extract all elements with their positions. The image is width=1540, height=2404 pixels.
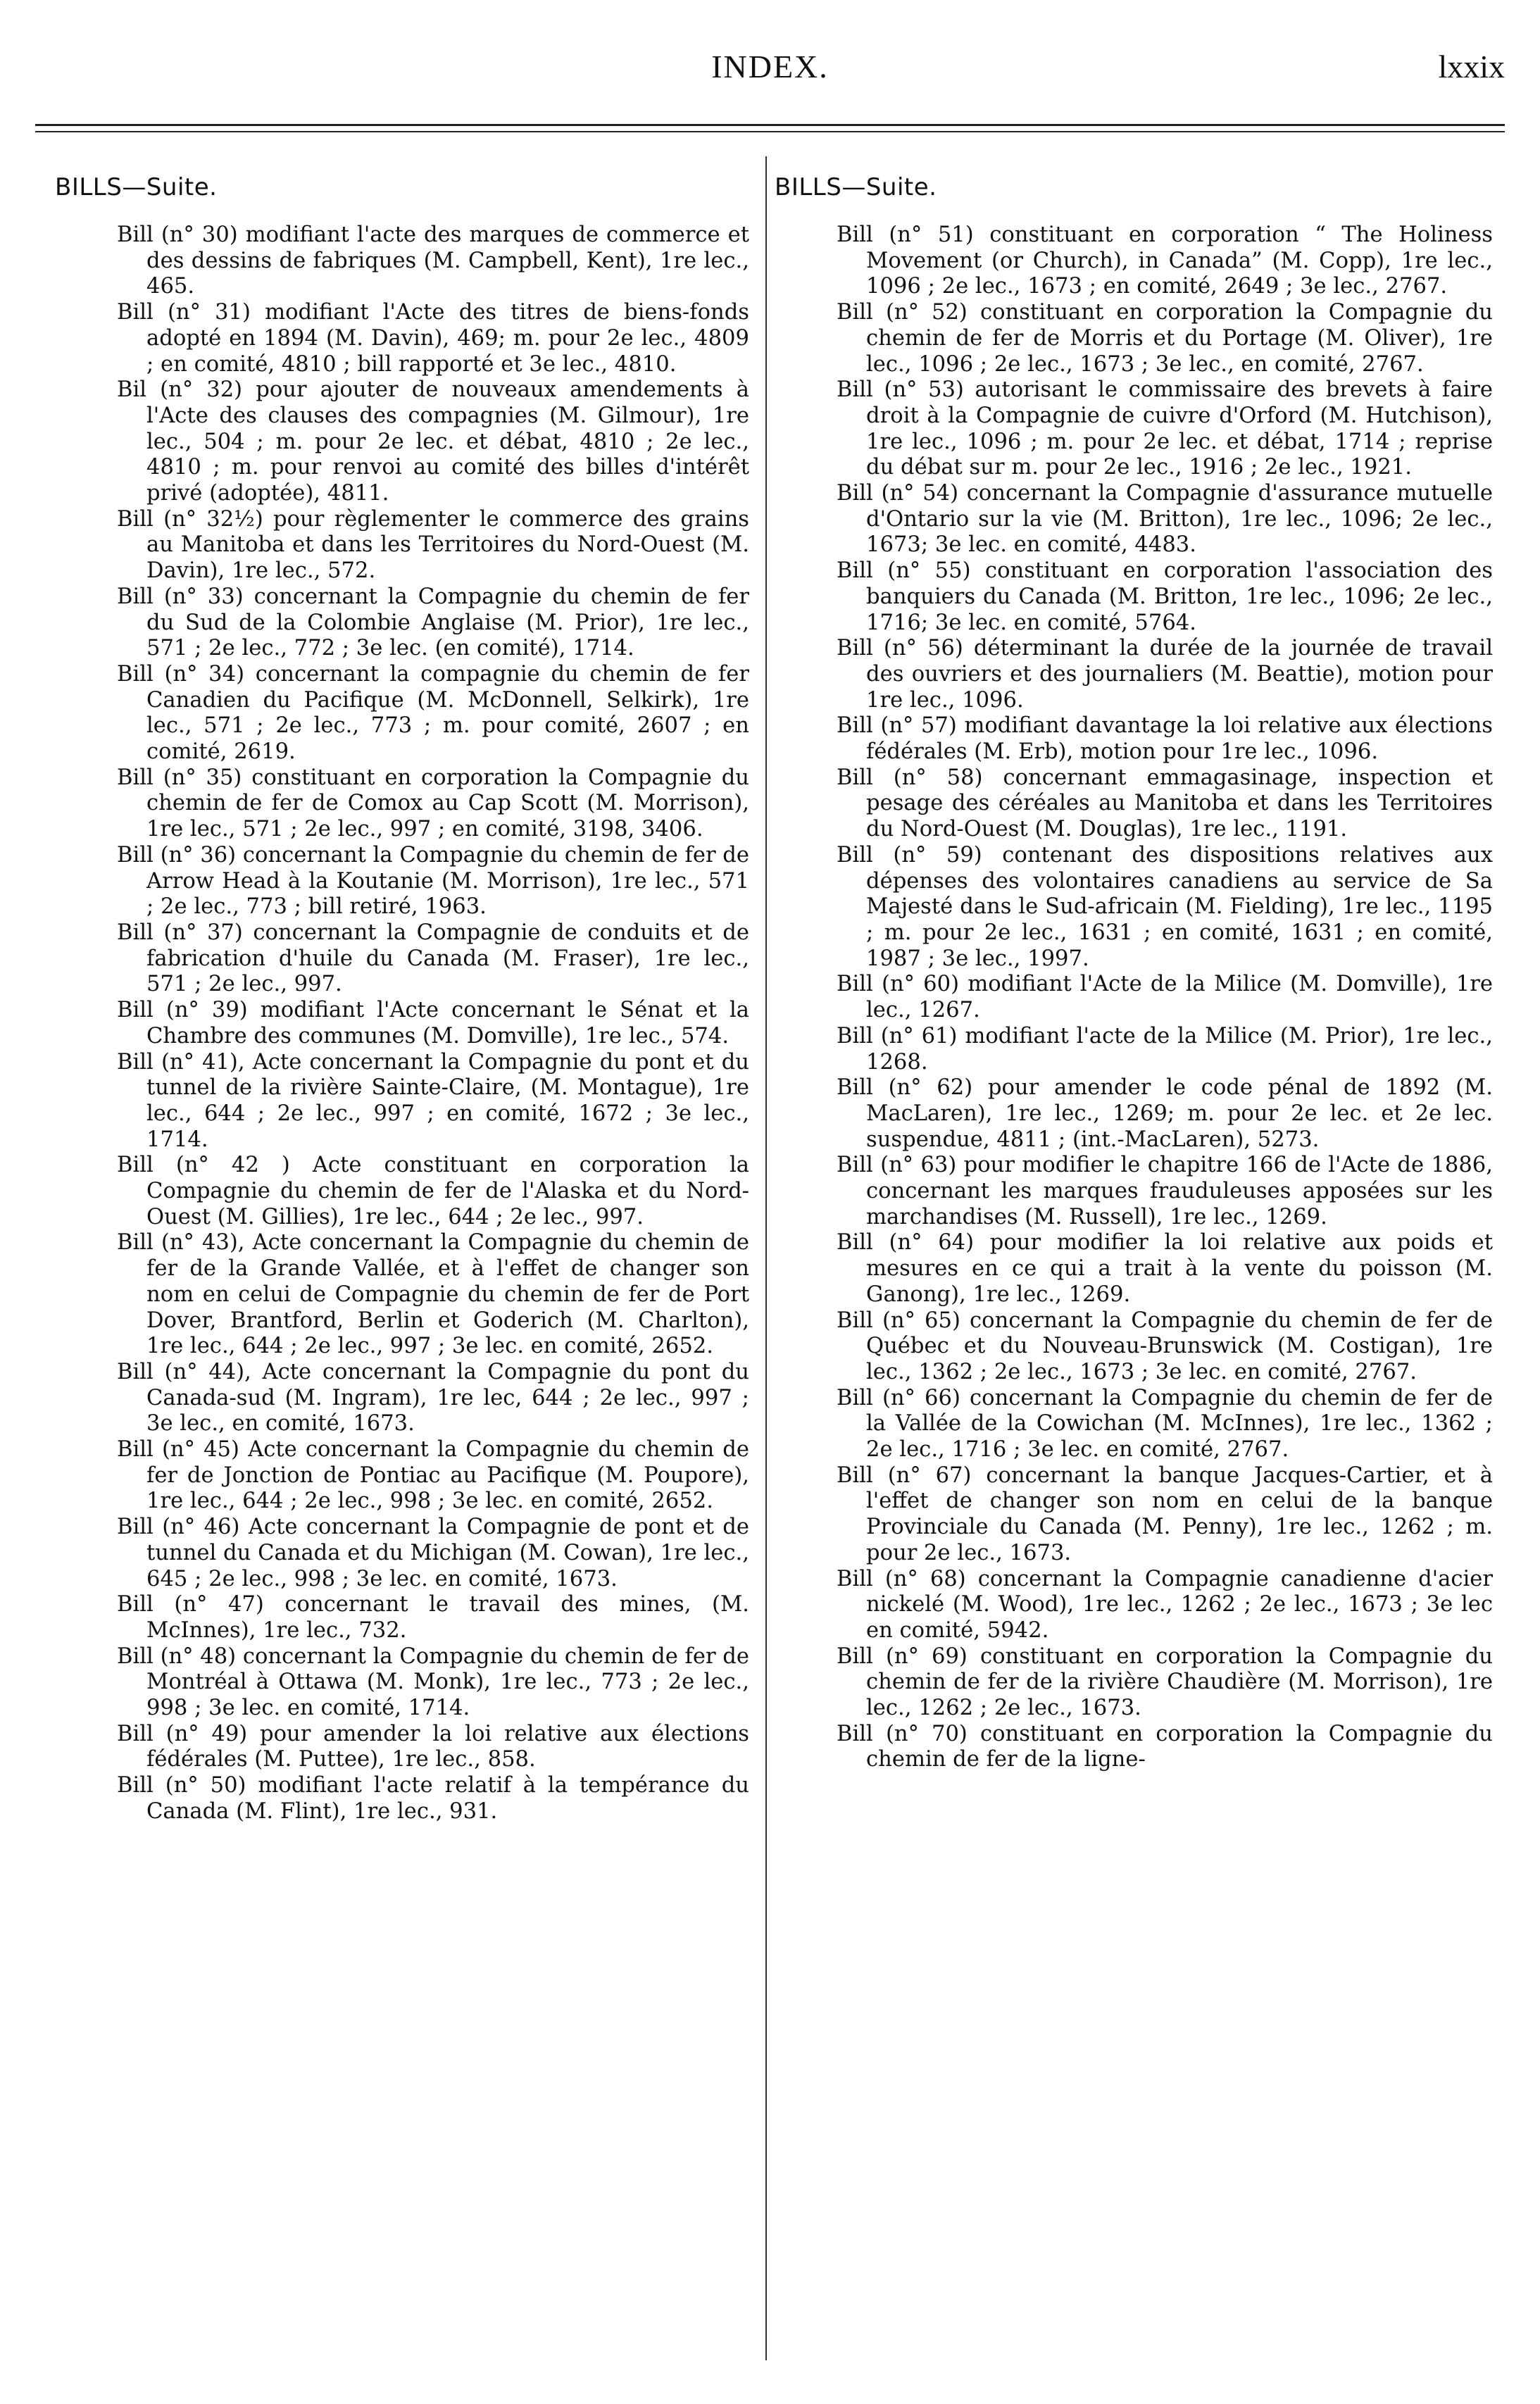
index-entry: Bill (n° 59) contenant des dispositions relatives aux dépenses des volontaires canadiens au service de Sa Majesté dans le Sud-africain (M. Fielding), 1re lec., 1195 ; m. pour 2e lec., 1631 ; en comité, 1631 ; en comité, 1987 ; 3e lec., 1997.: [837, 842, 1493, 971]
page-number: lxxix: [1438, 49, 1505, 84]
index-entry: Bill (n° 64) pour modifier la loi relative aux poids et mesures en ce qui a trait à la vente du poisson (M. Ganong), 1re lec., 1269.: [837, 1230, 1493, 1307]
index-entry: Bill (n° 52) constituant en corporation la Compagnie du chemin de fer de Morris et du Portage (M. Oliver), 1re lec., 1096 ; 2e lec., 1673 ; 3e lec., en comité, 2767.: [837, 300, 1493, 377]
index-entry: Bill (n° 44), Acte concernant la Compagnie du pont du Canada-sud (M. Ingram), 1re lec, 644 ; 2e lec., 997 ; 3e lec., en comité, 1673.: [117, 1359, 749, 1436]
index-entry: Bill (n° 56) déterminant la durée de la journée de travail des ouvriers et des journaliers (M. Beattie), motion pour 1re lec., 1096.: [837, 636, 1493, 713]
column-divider: [765, 156, 767, 2360]
index-entry: Bill (n° 31) modifiant l'Acte des titres de biens-fonds adopté en 1894 (M. Davin), 469; m. pour 2e lec., 4809 ; en comité, 4810 ; bill rapporté et 3e lec., 4810.: [117, 300, 749, 377]
index-entry: Bill (n° 30) modifiant l'acte des marques de commerce et des dessins de fabriques (M. Campbell, Kent), 1re lec., 465.: [117, 223, 749, 299]
index-entry: Bill (n° 47) concernant le travail des mines, (M. McInnes), 1re lec., 732.: [117, 1592, 749, 1643]
index-entry: Bill (n° 63) pour modifier le chapitre 166 de l'Acte de 1886, concernant les marques frauduleuses apposées sur les marchandises (M. Russell), 1re lec., 1269.: [837, 1153, 1493, 1229]
index-entry: Bill (n° 61) modifiant l'acte de la Milice (M. Prior), 1re lec., 1268.: [837, 1023, 1493, 1075]
index-entry: Bill (n° 66) concernant la Compagnie du chemin de fer de la Vallée de la Cowichan (M. McInnes), 1re lec., 1362 ; 2e lec., 1716 ; 3e lec. en comité, 2767.: [837, 1385, 1493, 1463]
index-entry: Bill (n° 65) concernant la Compagnie du chemin de fer de Québec et du Nouveau-Brunswick (M. Costigan), 1re lec., 1362 ; 2e lec., 1673 ; 3e lec. en comité, 2767.: [837, 1308, 1493, 1384]
right-section-heading: BILLS—Suite.: [775, 173, 937, 201]
index-entry: Bil (n° 32) pour ajouter de nouveaux amendements à l'Acte des clauses des compagnies (M. Gilmour), 1re lec., 504 ; m. pour 2e lec. et débat, 4810 ; 2e lec., 4810 ; m. pour renvoi au comité des billes d'intérêt privé (adoptée), 4811.: [117, 377, 749, 506]
left-entries: [117, 223, 749, 1825]
index-entry: Bill (n° 45) Acte concernant la Compagnie du chemin de fer de Jonction de Pontiac au Pacifique (M. Poupore), 1re lec., 644 ; 2e lec., 998 ; 3e lec. en comité, 2652.: [117, 1437, 749, 1514]
right-column: [775, 173, 1493, 1773]
index-entry: Bill (n° 49) pour amender la loi relative aux élections fédérales (M. Puttee), 1re lec., 858.: [117, 1721, 749, 1772]
index-entry: Bill (n° 54) concernant la Compagnie d'assurance mutuelle d'Ontario sur la vie (M. Britton), 1re lec., 1096; 2e lec., 1673; 3e lec. en comité, 4483.: [837, 481, 1493, 558]
index-entry: Bill (n° 57) modifiant davantage la loi relative aux élections fédérales (M. Erb), motion pour 1re lec., 1096.: [837, 713, 1493, 765]
page-title: INDEX.: [711, 49, 829, 84]
left-column: [55, 173, 749, 1825]
index-entry: Bill (n° 50) modifiant l'acte relatif à la tempérance du Canada (M. Flint), 1re lec., 931.: [117, 1773, 749, 1824]
index-entry: Bill (n° 43), Acte concernant la Compagnie du chemin de fer de la Grande Vallée, et à l'effet de changer son nom en celui de Compagnie du chemin de fer de Port Dover, Brantford, Berlin et Goderich (M. Charlton), 1re lec., 644 ; 2e lec., 997 ; 3e lec. en comité, 2652.: [117, 1230, 749, 1359]
header-rule-bottom: [35, 131, 1505, 132]
header-rule-top: [35, 124, 1505, 126]
index-entry: Bill (n° 42 ) Acte constituant en corporation la Compagnie du chemin de fer de l'Alaska et du Nord-Ouest (M. Gillies), 1re lec., 644 ; 2e lec., 997.: [117, 1153, 749, 1229]
index-entry: Bill (n° 46) Acte concernant la Compagnie de pont et de tunnel du Canada et du Michigan (M. Cowan), 1re lec., 645 ; 2e lec., 998 ; 3e lec. en comité, 1673.: [117, 1515, 749, 1591]
index-entry: Bill (n° 55) constituant en corporation l'association des banquiers du Canada (M. Britton, 1re lec., 1096; 2e lec., 1716; 3e lec. en comité, 5764.: [837, 558, 1493, 635]
left-section-heading: BILLS—Suite.: [55, 173, 218, 201]
index-entry: Bill (n° 70) constituant en corporation la Compagnie du chemin de fer de la ligne-: [837, 1721, 1493, 1772]
index-entry: Bill (n° 67) concernant la banque Jacques-Cartier, et à l'effet de changer son nom en celui de la banque Provinciale du Canada (M. Penny), 1re lec., 1262 ; m. pour 2e lec., 1673.: [837, 1463, 1493, 1565]
index-entry: Bill (n° 53) autorisant le commissaire des brevets à faire droit à la Compagnie de cuivre d'Orford (M. Hutchison), 1re lec., 1096 ; m. pour 2e lec. et débat, 1714 ; reprise du débat sur m. pour 2e lec., 1916 ; 2e lec., 1921.: [837, 377, 1493, 480]
index-entry: Bill (n° 32½) pour règlementer le commerce des grains au Manitoba et dans les Territoires du Nord-Ouest (M. Davin), 1re lec., 572.: [117, 506, 749, 584]
index-entry: Bill (n° 34) concernant la compagnie du chemin de fer Canadien du Pacifique (M. McDonnell, Selkirk), 1re lec., 571 ; 2e lec., 773 ; m. pour comité, 2607 ; en comité, 2619.: [117, 661, 749, 765]
index-entry: Bill (n° 36) concernant la Compagnie du chemin de fer de Arrow Head à la Koutanie (M. Morrison), 1re lec., 571 ; 2e lec., 773 ; bill retiré, 1963.: [117, 842, 749, 920]
index-entry: Bill (n° 58) concernant emmagasinage, inspection et pesage des céréales au Manitoba et dans les Territoires du Nord-Ouest (M. Douglas), 1re lec., 1191.: [837, 765, 1493, 842]
index-entry: Bill (n° 69) constituant en corporation la Compagnie du chemin de fer de la rivière Chaudière (M. Morrison), 1re lec., 1262 ; 2e lec., 1673.: [837, 1644, 1493, 1721]
index-entry: Bill (n° 41), Acte concernant la Compagnie du pont et du tunnel de la rivière Sainte-Claire, (M. Montague), 1re lec., 644 ; 2e lec., 997 ; en comité, 1672 ; 3e lec., 1714.: [117, 1049, 749, 1152]
index-entry: Bill (n° 48) concernant la Compagnie du chemin de fer de Montréal à Ottawa (M. Monk), 1re lec., 773 ; 2e lec., 998 ; 3e lec. en comité, 1714.: [117, 1644, 749, 1721]
index-entry: Bill (n° 33) concernant la Compagnie du chemin de fer du Sud de la Colombie Anglaise (M. Prior), 1re lec., 571 ; 2e lec., 772 ; 3e lec. (en comité), 1714.: [117, 584, 749, 661]
index-entry: Bill (n° 51) constituant en corporation “ The Holiness Movement (or Church), in Canada” (M. Copp), 1re lec., 1096 ; 2e lec., 1673 ; en comité, 2649 ; 3e lec., 2767.: [837, 223, 1493, 299]
index-entry: Bill (n° 68) concernant la Compagnie canadienne d'acier nickelé (M. Wood), 1re lec., 1262 ; 2e lec., 1673 ; 3e lec en comité, 5942.: [837, 1566, 1493, 1643]
index-entry: Bill (n° 39) modifiant l'Acte concernant le Sénat et la Chambre des communes (M. Domville), 1re lec., 574.: [117, 998, 749, 1048]
index-entry: Bill (n° 62) pour amender le code pénal de 1892 (M. MacLaren), 1re lec., 1269; m. pour 2e lec. et 2e lec. suspendue, 4811 ; (int.-MacLaren), 5273.: [837, 1075, 1493, 1152]
index-entry: Bill (n° 60) modifiant l'Acte de la Milice (M. Domville), 1re lec., 1267.: [837, 972, 1493, 1023]
index-entry: Bill (n° 35) constituant en corporation la Compagnie du chemin de fer de Comox au Cap Scott (M. Morrison), 1re lec., 571 ; 2e lec., 997 ; en comité, 3198, 3406.: [117, 765, 749, 842]
index-entry: Bill (n° 37) concernant la Compagnie de conduits et de fabrication d'huile du Canada (M. Fraser), 1re lec., 571 ; 2e lec., 997.: [117, 920, 749, 997]
right-entries: [837, 223, 1493, 1773]
